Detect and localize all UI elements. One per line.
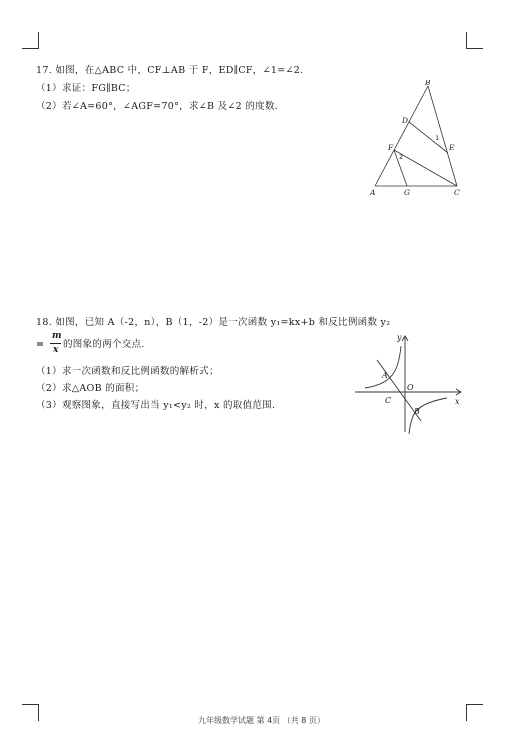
label-D: D [402, 116, 409, 125]
q18-part2: （2）求△AOB 的面积； [36, 383, 145, 394]
point-label-A: A [382, 371, 388, 380]
hyperbola-branch-upper-left [365, 346, 401, 388]
label-angle-1: 1 [435, 134, 440, 142]
label-B: B [425, 80, 431, 87]
q18-part1: （1）求一次函数和反比例函数的解析式； [36, 366, 219, 377]
crop-mark-bottom-left [22, 704, 39, 721]
axis-label-y: y [397, 333, 402, 342]
point-label-B: B [414, 407, 420, 416]
crop-mark-top-right [466, 32, 483, 49]
q18-fraction-denominator: x [53, 345, 59, 355]
point-label-O: O [407, 383, 414, 392]
label-A: A [370, 188, 376, 197]
q17-triangle-figure [365, 80, 470, 200]
crop-mark-top-left [22, 32, 39, 49]
q17-part2: （2）若∠A=60°，∠AGF=70°，求∠B 及∠2 的度数. [36, 101, 279, 112]
crop-mark-bottom-right [466, 704, 483, 721]
q18-fraction-numerator: m [52, 331, 62, 341]
label-G: G [404, 188, 410, 197]
q18-part3: （3）观察图象，直接写出当 y₁<y₂ 时，x 的取值范围. [36, 400, 276, 411]
label-C: C [454, 188, 460, 197]
q17-part1: （1）求证：FG∥BC； [36, 83, 136, 94]
q17-stem: 17. 如图，在△ABC 中，CF⊥AB 于 F，ED∥CF，∠1=∠2. [36, 65, 304, 76]
axis-label-x: x [455, 397, 460, 406]
page-footer: 九年级数学试题 第 4页 （共 8 页） [198, 716, 325, 725]
label-E: E [449, 143, 455, 152]
q18-stem-continued: 的图象的两个交点. [63, 339, 145, 350]
q18-fraction-bar [50, 343, 61, 344]
q18-stem: 18. 如图，已知 A（-2，n），B（1，-2）是一次函数 y₁=kx+b 和反比例函数 y₂ [36, 317, 391, 328]
point-label-C: C [385, 396, 392, 405]
label-F: F [388, 143, 394, 152]
label-angle-2: 2 [399, 153, 404, 161]
hyperbola-branch-lower-right [409, 398, 447, 434]
q18-function-graph [355, 330, 470, 435]
q18-eq-prefix: = [36, 339, 45, 350]
